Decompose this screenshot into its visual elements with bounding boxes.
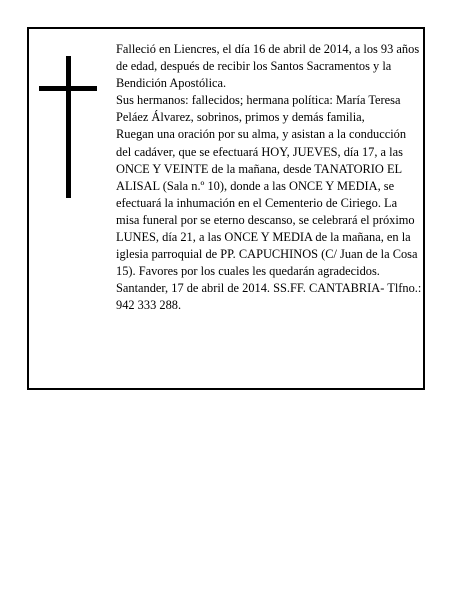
cross-vertical-bar	[66, 56, 71, 198]
death-announcement: Falleció en Liencres, el día 16 de abril de 2014, a los 93 años de edad, después de recibir los Santos Sacramentos y la Bendición Apostólica.	[116, 42, 420, 91]
family-mourners: Sus hermanos: fallecidos; hermana política: María Teresa Peláez Álvarez, sobrinos, primos y demás familia,	[116, 93, 401, 125]
notice-body	[116, 41, 422, 315]
obituary-notice	[27, 27, 425, 390]
cross-horizontal-bar	[39, 86, 97, 91]
funeral-arrangements: Ruegan una oración por su alma, y asistan a la conducción del cadáver, que se efectuará HOY, JUEVES, día 17, a las ONCE Y VEINTE de la mañana, desde TANATORIO EL ALISAL (Sala n.º 10), donde a las ONCE Y MEDIA, se efectuará la inhumación en el Cementerio de Ciriego. La misa funeral por se eterno descanso, se celebrará el próximo LUNES, día 21, a las ONCE Y MEDIA de la mañana, en la iglesia parroquial de PP. CAPUCHINOS (C/ Juan de la Cosa 15). Favores por los cuales les quedarán agradecidos.	[116, 127, 418, 279]
latin-cross-icon	[39, 56, 97, 198]
place-date-contact: Santander, 17 de abril de 2014. SS.FF. CANTABRIA- Tlfno.: 942 333 288.	[116, 281, 422, 313]
